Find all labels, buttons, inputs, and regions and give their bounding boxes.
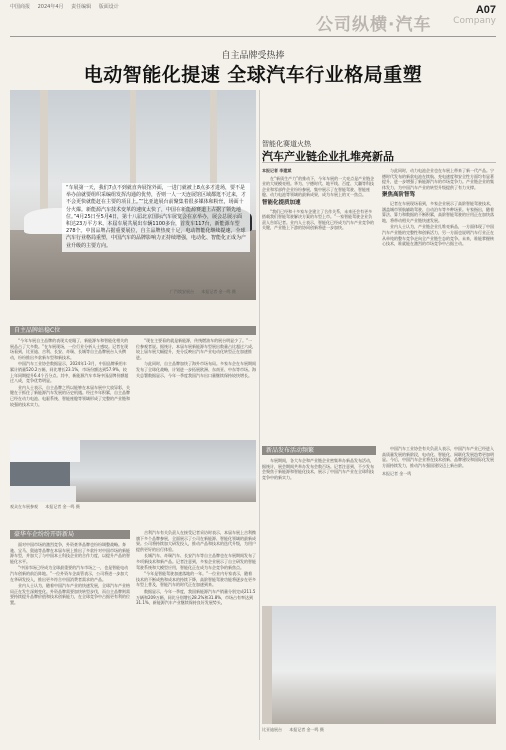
bottom-photo-credit: 本报记者 金一鸣 摄 [289,727,324,732]
masthead-meta [10,3,125,10]
left-column-b [136,338,256,438]
masthead-divider [10,36,496,37]
paragraph: 与此同时，自主品牌加快了海外市场布局。多家车企在车展期间发布了全球化战略，计划进一步拓展欧洲、东南亚、中东等市场。海关总署数据显示，今年一季度我国汽车出口量继续保持较快增长。 [136,361,256,378]
paragraph: 业内人士表示，自主品牌之所以能够在本届车展中大放异彩，关键在于抓住了新能源汽车发展的历史机遇。经过多年积累，自主品牌已经在动力电池、电驱系统、智能座舱等领域形成了完整的产业链和较强的技术实力。 [10,384,130,407]
paragraph: 吉利汽车有关负责人在接受记者采访时表示，本届车展上吉利携旗下多个品牌参展，全面展示了公司在新能源、智能化领域的最新成果。公司将持续加大研发投入，推动产品和技术的迭代升级，为用户提供更好的出行体验。 [136,530,256,552]
byline: 本报记者 李建斌 [262,168,292,173]
paragraph: 与此同时，动力电池企业也在车展上带来了新一代产品。宁德时代发布的新款电池在续航、充电速度和安全性方面均有显著提升，进一步增强了新能源汽车的市场竞争力。产业链企业的集体发力，为中国汽车产业的转型升级提供了有力支撑。 [382,168,494,190]
main-photo-caption-text: 广汽埃安展台 [170,289,194,294]
left-column-c [10,542,130,737]
mid-photo-credit: 本报记者 金一鸣 摄 [45,504,80,509]
article-lead: “车展第一天，我们7点不到就直奔展馆外面，一进门就被上8点多才进场，要不是举办前就要组织采编组发挥沟通的优势，否则一人一天连展馆区域都逛不过来，才不会更快就能赶在主要的项目上。”“比亚迪展台前聚集着很多媒体和粉丝，场面十分火爆。新能源汽车技术变革的速度太快了，中国在新能源赛道上占据了领先地位。”4月25日至5月4日，第十八届北京国际汽车展览会在京举办，展会总展示面积达23万平方米。本届车展共展出车辆1100多台，首发车117台，新能源车型278个。中国品牌占据重要展位，自主品牌热度十足，电动智能化继续提速，全球汽车行业格局重塑，中国汽车的品牌影响力正持续增强，电动化、智能化正成为产业升级的主要方向。 [62,183,250,252]
paragraph: 中国汽车工业协会有关负责人表示，中国汽车产业已经进入高质量发展的新阶段，电动化、智能化、网联化发展趋势更加明显。今后，中国汽车企业将在技术创新、品牌建设和国际化发展方面持续发力，推动汽车强国建设迈上新台阶。 [382,446,494,468]
photo-car-grey [10,462,70,486]
page-label-en: Company [453,16,496,26]
masthead [0,0,506,42]
subheading: 聚焦高阶智驾 [382,192,416,199]
section-bar-right: 新品发布活动频繁 [262,446,376,455]
photo-car-white [10,440,80,462]
main-photo-caption [170,289,236,295]
bottom-photo-caption [262,727,324,733]
subheading: 智能化提质加速 [262,199,301,206]
mid-photo [10,440,256,502]
paragraph: 业内人士认为，产业链企业扎堆亮新品，一方面体现了中国汽车产业链的完整性和创新活力，另一方面也说明汽车行业正在从单纯的整车竞争走向全产业链生态的竞争。未来，谁能掌握核心技术，谁就能在激烈的市场竞争中占据主动。 [382,224,494,247]
paragraph: 面对中国市场的激烈竞争，外资豪华品牌也纷纷调整战略。奔驰、宝马、奥迪等品牌在本届车展上推出了多款针对中国市场的新能源车型，并加大了与中国本土科技企业的合作力度，以提升产品的智能化水平。 [10,542,130,564]
section-title: 公司纵横·汽车 [316,15,432,35]
paragraph: “今年车展自主品牌的表现太亮眼了，新能源车和智能化相关的展品占了大多数。”在车展现场，一位行业分析人士感叹。记者在现场看到，比亚迪、吉利、长安、奇瑞、长城等自主品牌展台人头攒动，纷纷推出多款新车型和新技术。 [10,338,129,360]
paragraph: “今年是智能驾驶加速落地的一年。”一位业内专家表示，随着技术的不断成熟和成本的持续下降，高阶智能驾驶功能将逐步在更多车型上普及，智能汽车的时代正在加速到来。 [136,571,256,588]
right-kicker: 智能化赛道火热 [262,140,311,148]
paragraph: “现在主要看的就是新能源，传统燃油车的展台明显少了。”一位参观者说。据统计，本届车展新能源车型展出数量占比超过六成，较上届车展大幅提升，充分反映出汽车产业电动化转型正在加速推进。 [136,338,256,360]
right-column-b [382,168,496,438]
issue-date: 2024年4月 [37,4,64,10]
right-headline-rule [262,162,496,163]
left-column-a [10,338,130,438]
paragraph: 在“新质生产力”的推动下，今年车展的一大亮点是产业链企业的大规模亮相。华为、宁德时代、地平线、百度、大疆等科技企业和零部件企业纷纷参展，集中展示了在智能驾驶、智能座舱、动力电池等领域的最新成果，成为车展上的又一焦点。 [262,175,375,198]
article-headline: 电动智能化提速 全球汽车行业格局重塑 [83,64,423,86]
paragraph: 数据显示，今年一季度，我国新能源汽车产销量分别完成211.5万辆和209万辆，同比分别增长28.2%和31.8%，市场占有率达到31.1%，新能源汽车产业继续保持良好发展势头。 [136,588,256,606]
page-number: A07 [475,4,496,16]
right-headline: 汽车产业链企业扎堆亮新品 [262,150,394,163]
photo-pillar [262,676,272,724]
paragraph: 记者在车展现场看到，多家企业展示了高阶智能驾驶技术，涵盖城市领航辅助驾驶、自动泊车等多种场景。专家指出，随着算法、算力和数据的不断积累，高阶智能驾驶的应用正在加快落地，将带动相关产业链快速发展。 [382,200,494,223]
paragraph: 业内人士认为，随着中国汽车产业的快速发展，全球汽车产业格局正在发生深刻变化。外资品牌需要加快转型步伐，而自主品牌则需要持续提升品牌价值和技术创新能力，在全球竞争中占据更有利的位置。 [10,583,130,605]
photo-pillar [262,606,272,676]
designer-credit: 版面设计 [98,4,119,10]
section-bar-left-2: 豪华车企纷纷开辟新局 [10,530,130,539]
mid-photo-caption-text: 观众在车展参观 [10,504,38,509]
paragraph: “我们已经和十多家车企建立了合作关系，未来还会有更多搭载我们智能驾驶解决方案的车型上市。”一家智能驾驶企业负责人告诉记者。业内人士表示，智能化已经成为汽车产业竞争的关键，产业链上下游的协同创新将进一步加快。 [262,208,374,231]
right-column-d [382,446,496,602]
paragraph: 中国汽车工业协会数据显示，2024年1-3月，中国品牌乘用车累计销量520.2万辆，同比增长23.1%，市场份额达到57.9%，较上年同期提升6.4个百分点。其中，新能源汽车市场中国品牌份额超过八成，竞争优势明显。 [10,361,129,384]
editor-credit: 责任编辑 [71,4,92,10]
paragraph: 长城汽车、奇瑞汽车、长安汽车等自主品牌也在车展期间发布了多项新技术和新产品。记者注意到，多家企业展示了自主研发的智能驾驶系统和大模型应用，智能化正在成为车企竞争的新焦点。 [136,553,256,570]
photo-car-white [10,486,76,502]
section-bar-left: 自主品牌站稳C位 [10,326,256,335]
page-indicator [453,4,496,26]
main-photo-credit: 本报记者 金一鸣 摄 [201,289,236,294]
signoff: 本报记者 金一鸣 [382,471,412,477]
right-column-a [262,168,376,438]
left-column-d [136,530,256,737]
column-divider [259,90,260,740]
paragraph: 车展期间，各大车企和产业链企业密集举办新品发布活动，据统计，展会期间共举办发布会数百场。记者注意到，不少发布会聚焦于新能源和智能化技术，展示了中国汽车产业在全球科技竞争中的新实力。 [262,458,374,480]
article-kicker: 自主品牌受热捧 [221,51,285,61]
bottom-photo [262,606,496,724]
paragraph: “中国市场已经成为全球最重要的汽车市场之一，也是智能电动汽车创新的前沿阵地。”一位外资车企高管表示，公司将进一步加大在华研发投入，推出更多符合中国消费者需求的产品。 [10,565,129,582]
bottom-photo-caption-text: 比亚迪展台 [262,727,282,732]
right-column-c [262,458,376,602]
paper-name: 中国商报 [10,4,31,10]
mid-photo-caption [10,504,80,510]
